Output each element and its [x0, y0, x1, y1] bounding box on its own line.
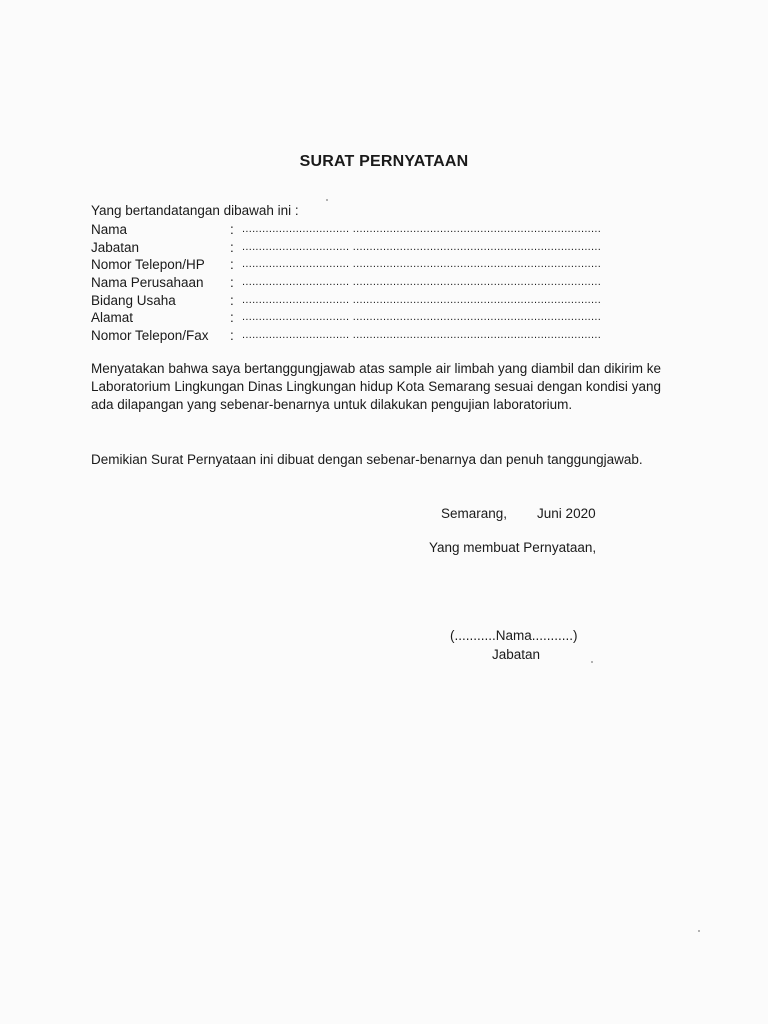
field-row-nama	[91, 221, 661, 239]
field-row-bidang-usaha	[91, 292, 661, 310]
scan-speck	[591, 661, 593, 663]
identity-fields	[91, 221, 661, 345]
closing-paragraph: Demikian Surat Pernyataan ini dibuat dengan sebenar-benarnya dan penuh tanggungjawab.	[91, 452, 643, 467]
field-colon: :	[230, 239, 234, 255]
signature-title: Jabatan	[492, 647, 541, 662]
statement-paragraph: Menyatakan bahwa saya bertanggungjawab atas sample air limbah yang diambil dan dikirim ke Laboratorium Lingkungan Dinas Lingkungan hidup Kota Semarang sesuai dengan kondisi yang ada dilapangan yang sebenar-benarnya untuk dilakukan pengujian laboratorium.	[91, 361, 661, 412]
field-blank: ................................ ..........................................................................	[242, 258, 602, 271]
scan-speck	[698, 930, 700, 932]
field-colon: :	[230, 328, 234, 344]
field-colon: :	[230, 257, 234, 273]
scan-speck	[326, 199, 328, 201]
field-blank: ................................ ..........................................................................	[242, 223, 602, 235]
field-colon: :	[230, 275, 234, 291]
field-label: Jabatan	[91, 239, 140, 255]
field-blank: ................................ ..........................................................................	[242, 329, 602, 342]
field-label: Nomor Telepon/Fax	[91, 328, 209, 344]
field-label: Nomor Telepon/HP	[91, 257, 205, 273]
field-blank: ................................ ..........................................................................	[242, 240, 602, 253]
field-row-jabatan	[91, 239, 661, 257]
field-label: Bidang Usaha	[91, 292, 176, 308]
field-colon: :	[230, 222, 234, 237]
intro-text: Yang bertandatangan dibawah ini :	[91, 203, 299, 218]
maker-label: Yang membuat Pernyataan,	[429, 540, 597, 555]
field-row-nomor-telepon-hp	[91, 256, 661, 274]
field-label: Nama	[91, 222, 128, 237]
field-colon: :	[230, 310, 234, 326]
field-colon: :	[230, 292, 234, 308]
document-title: SURAT PERNYATAAN	[299, 153, 469, 170]
field-row-nama-perusahaan	[91, 274, 661, 292]
field-blank: ................................ ..........................................................................	[242, 311, 602, 324]
field-label: Alamat	[91, 310, 134, 326]
field-blank: ................................ ..........................................................................	[242, 276, 602, 289]
field-row-nomor-telepon-fax	[91, 327, 661, 345]
field-row-alamat	[91, 309, 661, 327]
place-date: Semarang, Juni 2020	[441, 506, 596, 521]
field-label: Nama Perusahaan	[91, 275, 204, 291]
signature-name: (...........Nama...........)	[450, 628, 578, 643]
field-blank: ................................ ..........................................................................	[242, 293, 602, 306]
